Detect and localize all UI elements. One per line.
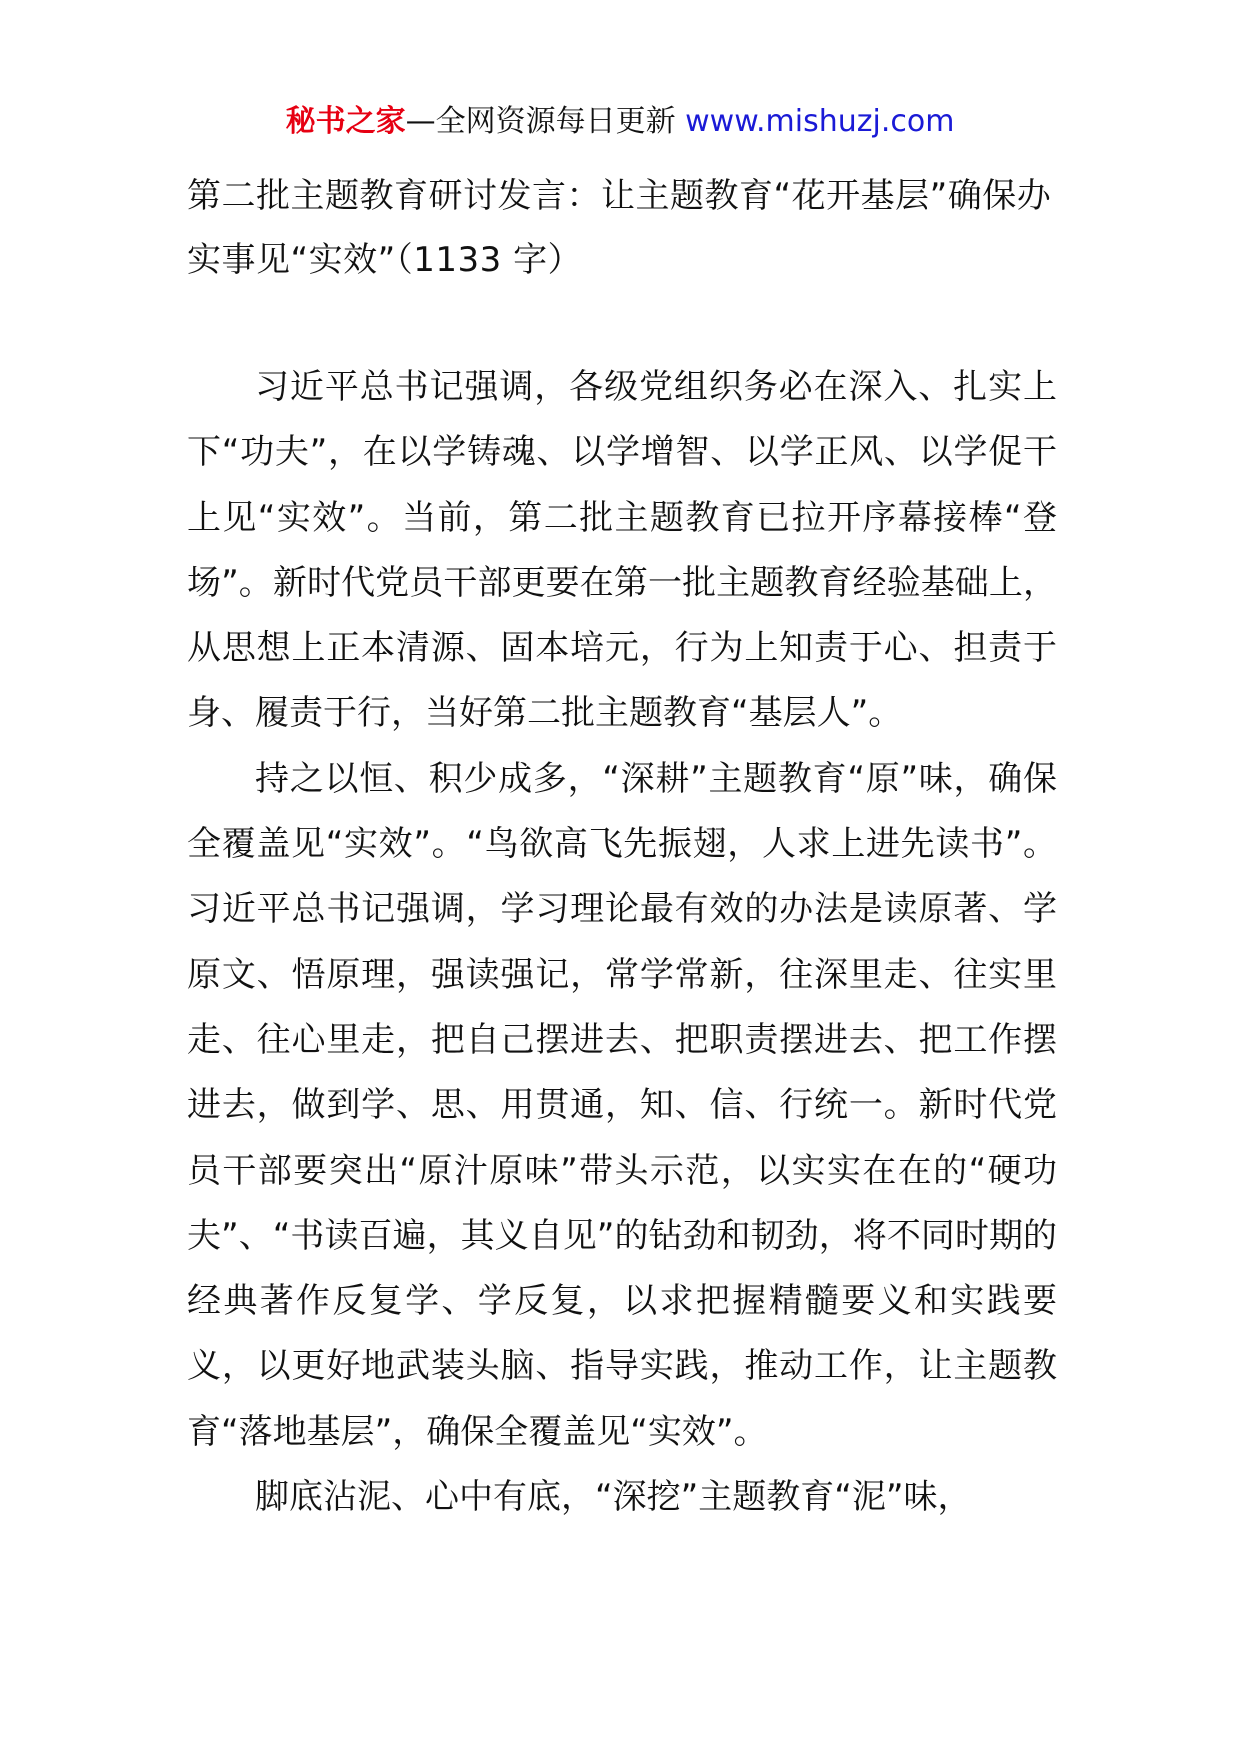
document-body xyxy=(187,355,1057,1530)
site-url-link[interactable]: www.mishuzj.com xyxy=(685,104,955,139)
brand-name: 秘书之家 xyxy=(285,104,406,139)
paragraph-3: 脚底沾泥、心中有底，“深挖”主题教育“泥”味， xyxy=(255,1477,972,1518)
paragraph-2: 持之以恒、积少成多，“深耕”主题教育“原”味，确保全覆盖见“实效”。“鸟欲高飞先振翅，人求上进先读书”。习近平总书记强调，学习理论最有效的办法是读原著、学原文、悟原理，强读强记，常学常新，往深里走、往实里走、往心里走，把自己摆进去、把职责摆进去、把工作摆进去，做到学、思、用贯通，知、信、行统一。新时代党员干部要突出“原汁原味”带头示范，以实实在在的“硬功夫”、“书读百遍，其义自见”的钻劲和韧劲，将不同时期的经典著作反复学、学反复，以求把握精髓要义和实践要义，以更好地武装头脑、指导实践，推动工作，让主题教育“落地基层”，确保全覆盖见“实效”。 xyxy=(187,758,1057,1452)
site-header xyxy=(0,100,1240,144)
paragraph-1: 习近平总书记强调，各级党组织务必在深入、扎实上下“功夫”，在以学铸魂、以学增智、以学正风、以学促干上见“实效”。当前，第二批主题教育已拉开序幕接棒“登场”。新时代党员干部更要在第一批主题教育经验基础上，从思想上正本清源、固本培元，行为上知责于心、担责于身、履责于行，当好第二批主题教育“基层人”。 xyxy=(187,367,1057,734)
document-title: 第二批主题教育研讨发言：让主题教育“花开基层”确保办实事见“实效”（1133 字） xyxy=(187,176,1052,280)
header-tagline: —全网资源每日更新 xyxy=(405,104,686,139)
